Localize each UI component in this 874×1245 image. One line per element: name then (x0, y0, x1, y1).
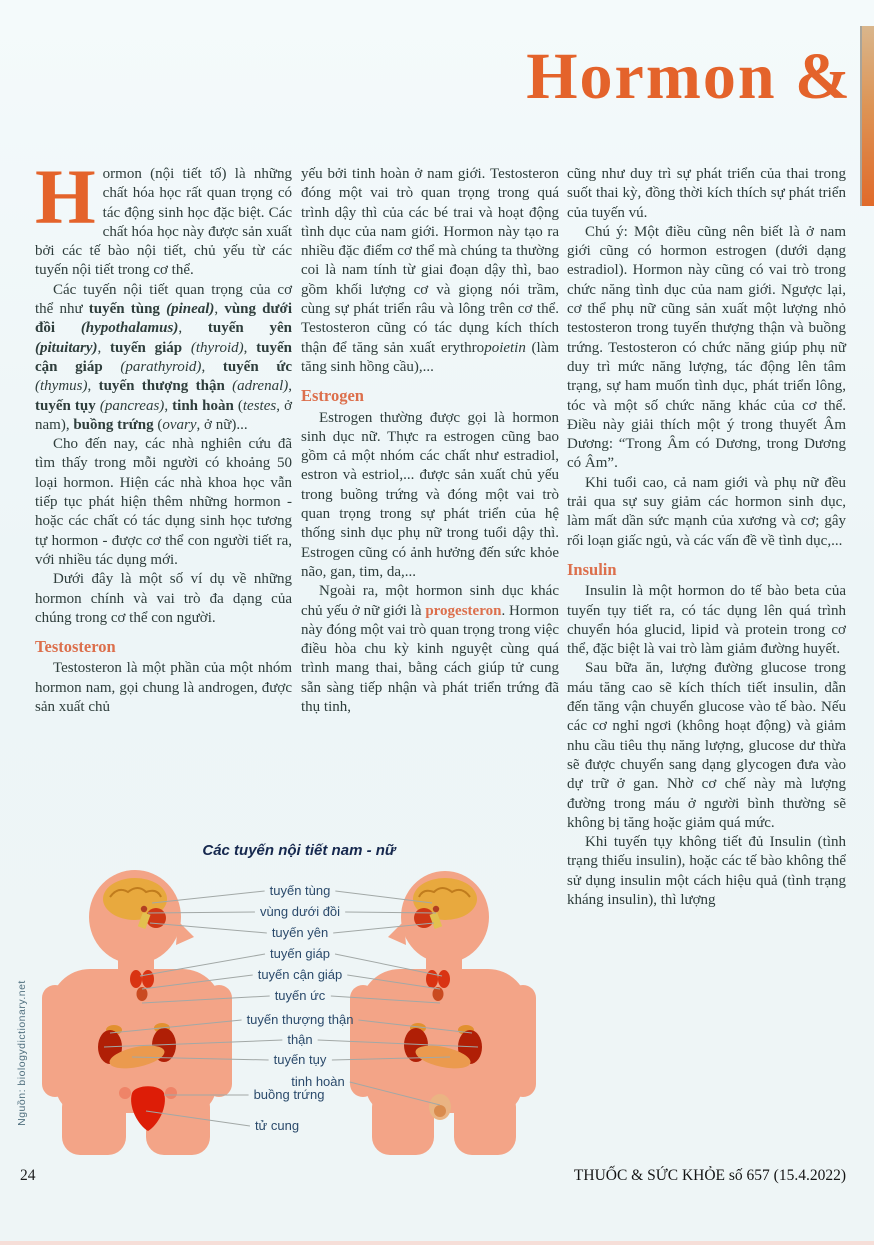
paragraph: Khi tuyến tụy không tiết đủ Insulin (tình trạng thiếu insulin), hoặc các tế bào không thể sử dụng insulin một cách hiệu quả (tình trạng kháng insulin), thì lượng (567, 834, 846, 908)
leader-line (140, 954, 265, 976)
paragraph: Sau bữa ăn, lượng đường glucose trong máu tăng cao sẽ kích thích tiết insulin, dẫn đến tăng vận chuyển glucose vào tế bào. Nếu các cơ nghỉ ngơi (không hoạt động) và giảm nhu cầu tiêu thụ năng lượng, glucose dư thừa sẽ được chuyển sang dạng glycogen đưa vào dự trữ ở gan. Nhờ cơ chế này mà lượng đường trong máu ở người bình thường sẽ không bị tăng hoặc giảm quá mức. (567, 660, 846, 831)
figure-label: tuyến cận giáp (257, 967, 343, 982)
paragraph: Các tuyến nội tiết quan trọng của cơ thể như tuyến tùng (pineal), vùng dưới đồi (hypothalamus), tuyến yên (pituitary), tuyến giáp (thyroid), tuyến cận giáp (parathyroid), tuyến ức (thymus), tuyến thượng thận (adrenal), tuyến tụy (pancreas), tinh hoàn (testes, ở nam), buồng trứng (ovary, ở nữ)... (35, 281, 293, 433)
endocrine-diagram (40, 842, 558, 1164)
figure-label: tử cung (254, 1118, 300, 1133)
figure-title: Các tuyến nội tiết nam - nữ (202, 842, 396, 859)
section-heading: Estrogen (301, 386, 364, 406)
text-column-2 (301, 165, 559, 717)
text-column-1 (35, 153, 293, 717)
paragraph: yếu bởi tinh hoàn ở nam giới. Testosteron đóng một vai trò quan trọng trong quá trình dậy thì của các bé trai và hoạt động tình dục của nam giới. Hormon này tạo ra nhiều đặc điểm cơ thể mà chúng ta thường coi là nam tính từ giai đoạn dậy thì, bao gồm khối lượng cơ và giọng nói trầm, cùng sự phát triển râu và lông trên cơ thể. Testosteron cũng có tác dụng kích thích thận để tăng sản xuất erythropoietin (làm tăng sinh hồng cầu),... (301, 166, 559, 375)
section-heading: Insulin (567, 559, 617, 579)
figure-labels (247, 883, 354, 1133)
figure-label: tinh hoàn (291, 1074, 345, 1089)
page-bottom-edge (0, 1241, 874, 1245)
paragraph: cũng như duy trì sự phát triển của thai trong suốt thai kỳ, đồng thời kích thích sự phát triển của tuyến vú. (567, 166, 846, 221)
page-number: 24 (20, 1167, 36, 1184)
text-column-3 (567, 165, 846, 910)
paragraph: Testosteron là một phần của một nhóm hormon nam, gọi chung là androgen, được sản xuất chủ (35, 660, 292, 716)
figure-label: thận (287, 1032, 313, 1047)
figure-label: tuyến tụy (273, 1052, 327, 1067)
figure-label: tuyến yên (271, 925, 329, 940)
male-figure (350, 871, 536, 1155)
section-heading: Testosteron (35, 637, 116, 657)
figure-label: tuyến giáp (270, 946, 330, 961)
drop-cap: H (35, 153, 96, 240)
paragraph: Khi tuổi cao, cả nam giới và phụ nữ đều trải qua sự suy giảm các hormon sinh dục, làm mất dần sức mạnh của xương và cơ; gây rối loạn giấc ngủ, và các vấn đề về tình dục,... (567, 474, 846, 549)
page-edge-strip (860, 26, 874, 206)
figure-label: buồng trứng (253, 1087, 325, 1102)
paragraph: Insulin là một hormon do tế bào beta của tuyến tụy tiết ra, có tác dụng lên quá trình chuyển hóa glucid, lipid và protein trong cơ thể, đặc biệt là vai trò làm giảm đường huyết. (567, 583, 846, 658)
image-source-note: Nguồn: biologydictionary.net (16, 980, 28, 1126)
paragraph: Hormon (nội tiết tố) là những chất hóa học rất quan trọng có tác động sinh học đặc biệt. Các chất hóa học này được sản xuất bởi các tế bào nội tiết, chủ yếu từ các tuyến nội tiết trong cơ thể. (35, 153, 292, 279)
figure-label: vùng dưới đồi (259, 904, 341, 919)
paragraph: Dưới đây là một số ví dụ về những hormon chính và vai trò đa dạng của chúng trong cơ thể con người. (35, 571, 292, 626)
magazine-footer: THUỐC & SỨC KHỎE số 657 (15.4.2022) (573, 1167, 846, 1184)
paragraph: Estrogen thường được gọi là hormon sinh dục nữ. Thực ra estrogen cũng bao gồm cả một nhóm các chất như estradiol, estron và estriol,... được sản xuất chủ yếu trong buồng trứng và đóng một vai trò quan trọng trong sự phát triển của hệ thống sinh dục phụ nữ trong tuổi dậy thì. Estrogen cũng có ảnh hưởng đến sức khỏe não, gan, tim, da,... (301, 409, 559, 580)
endocrine-diagram-svg (40, 863, 558, 1155)
figure-label: tuyến thượng thận (246, 1012, 354, 1027)
paragraph: Cho đến nay, các nhà nghiên cứu đã tìm thấy trong mỗi người có khoảng 50 loại hormon. Hiện các nhà khoa học vẫn tiếp tục phát hiện thêm những hormon - hoặc các chất có tác dụng sinh học tương tự hormon - được cơ thể con người tiết ra, với nhiều tác dụng mới. (35, 436, 292, 568)
paragraph: Chú ý: Một điều cũng nên biết là ở nam giới cũng có hormon estrogen (dưới dạng estradiol). Hormon này cũng có vai trò trong chức năng tình dục của nam giới. Ngược lại, cơ thể phụ nữ cũng sản xuất một lượng nhỏ testosteron trong tuyến thượng thận và buồng trứng. Testosteron có chức năng giúp phụ nữ duy trì mức năng lượng, tác động lên tâm trạng, sự ham muốn tình dục, phát triển lông, tóc và một số chức năng khác của cơ thể. Điều này giải thích một ý trong thuyết Âm Dương: “Trong Âm có Dương, trong Dương có Âm”. (567, 223, 846, 472)
figure-label: tuyến ức (274, 988, 326, 1003)
article-title: Hormon & (526, 40, 852, 113)
figure-label: tuyến tùng (269, 883, 331, 898)
paragraph: Ngoài ra, một hormon sinh dục khác chủ yếu ở nữ giới là progesteron. Hormon này đóng một vai trò quan trọng trong việc điều hòa chu kỳ kinh nguyệt cùng quá trình mang thai, bằng cách giúp tử cung sẵn sàng tiếp nhận và phát triển trứng đã thụ tinh, (301, 583, 559, 716)
